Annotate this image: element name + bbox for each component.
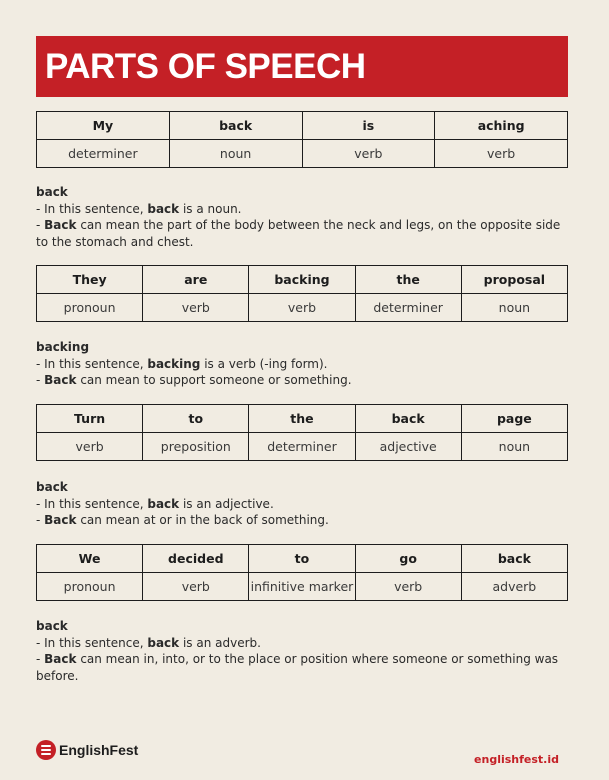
- note-heading: back: [36, 619, 68, 633]
- note-heading: back: [36, 185, 68, 199]
- tag-cell: verb: [435, 140, 568, 168]
- word-cell: proposal: [461, 266, 567, 294]
- tag-cell: determiner: [37, 140, 170, 168]
- tag-cell: determiner: [355, 294, 461, 322]
- tag-row: [37, 573, 568, 601]
- word-cell: back: [461, 545, 567, 573]
- word-row: [37, 266, 568, 294]
- word-cell: They: [37, 266, 143, 294]
- sentence-table-3: [36, 404, 568, 461]
- note-heading: backing: [36, 340, 90, 354]
- note-line-1: - In this sentence, back is an adverb.: [36, 635, 261, 650]
- word-cell: My: [37, 112, 170, 140]
- word-cell: We: [37, 545, 143, 573]
- word-cell: decided: [143, 545, 249, 573]
- tag-cell: determiner: [249, 433, 355, 461]
- tag-cell: preposition: [143, 433, 249, 461]
- word-row: [37, 545, 568, 573]
- sentence-table-1: [36, 111, 568, 168]
- tag-cell: verb: [37, 433, 143, 461]
- tag-cell: noun: [461, 294, 567, 322]
- word-cell: to: [249, 545, 355, 573]
- tag-cell: verb: [143, 573, 249, 601]
- brand-name: EnglishFest: [59, 742, 139, 758]
- note-line-2: - Back can mean the part of the body between the neck and legs, on the opposite side to the stomach and chest.: [36, 218, 561, 249]
- word-cell: go: [355, 545, 461, 573]
- tag-row: [37, 433, 568, 461]
- brand-logo: [36, 740, 138, 760]
- word-cell: is: [302, 112, 435, 140]
- tag-cell: pronoun: [37, 294, 143, 322]
- tag-row: [37, 140, 568, 168]
- note-line-1: - In this sentence, back is a noun.: [36, 201, 242, 216]
- word-row: [37, 405, 568, 433]
- note-line-2: - Back can mean to support someone or something.: [36, 373, 352, 387]
- title-banner: [36, 36, 568, 97]
- word-cell: Turn: [37, 405, 143, 433]
- word-row: [37, 112, 568, 140]
- tag-cell: verb: [302, 140, 435, 168]
- explanation-note-1: [36, 184, 576, 250]
- tag-cell: verb: [355, 573, 461, 601]
- explanation-note-4: [36, 618, 576, 684]
- tag-cell: infinitive marker: [249, 573, 355, 601]
- tag-cell: verb: [249, 294, 355, 322]
- englishfest-logo-icon: [36, 740, 56, 760]
- note-heading: back: [36, 480, 68, 494]
- tag-cell: pronoun: [37, 573, 143, 601]
- word-cell: the: [355, 266, 461, 294]
- page-title: PARTS OF SPEECH: [45, 46, 366, 86]
- word-cell: back: [169, 112, 302, 140]
- tag-row: [37, 294, 568, 322]
- note-line-1: - In this sentence, back is an adjective.: [36, 496, 274, 511]
- note-line-2: - Back can mean in, into, or to the place or position where someone or something was before.: [36, 652, 559, 683]
- tag-cell: adjective: [355, 433, 461, 461]
- explanation-note-3: [36, 479, 576, 529]
- word-cell: backing: [249, 266, 355, 294]
- website-url[interactable]: englishfest.id: [474, 753, 559, 766]
- tag-cell: noun: [169, 140, 302, 168]
- word-cell: are: [143, 266, 249, 294]
- sentence-table-4: [36, 544, 568, 601]
- tag-cell: adverb: [461, 573, 567, 601]
- word-cell: aching: [435, 112, 568, 140]
- note-line-1: - In this sentence, backing is a verb (-ing form).: [36, 356, 328, 371]
- word-cell: to: [143, 405, 249, 433]
- tag-cell: noun: [461, 433, 567, 461]
- word-cell: back: [355, 405, 461, 433]
- explanation-note-2: [36, 339, 576, 389]
- note-line-2: - Back can mean at or in the back of something.: [36, 513, 329, 527]
- tag-cell: verb: [143, 294, 249, 322]
- sentence-table-2: [36, 265, 568, 322]
- word-cell: page: [461, 405, 567, 433]
- word-cell: the: [249, 405, 355, 433]
